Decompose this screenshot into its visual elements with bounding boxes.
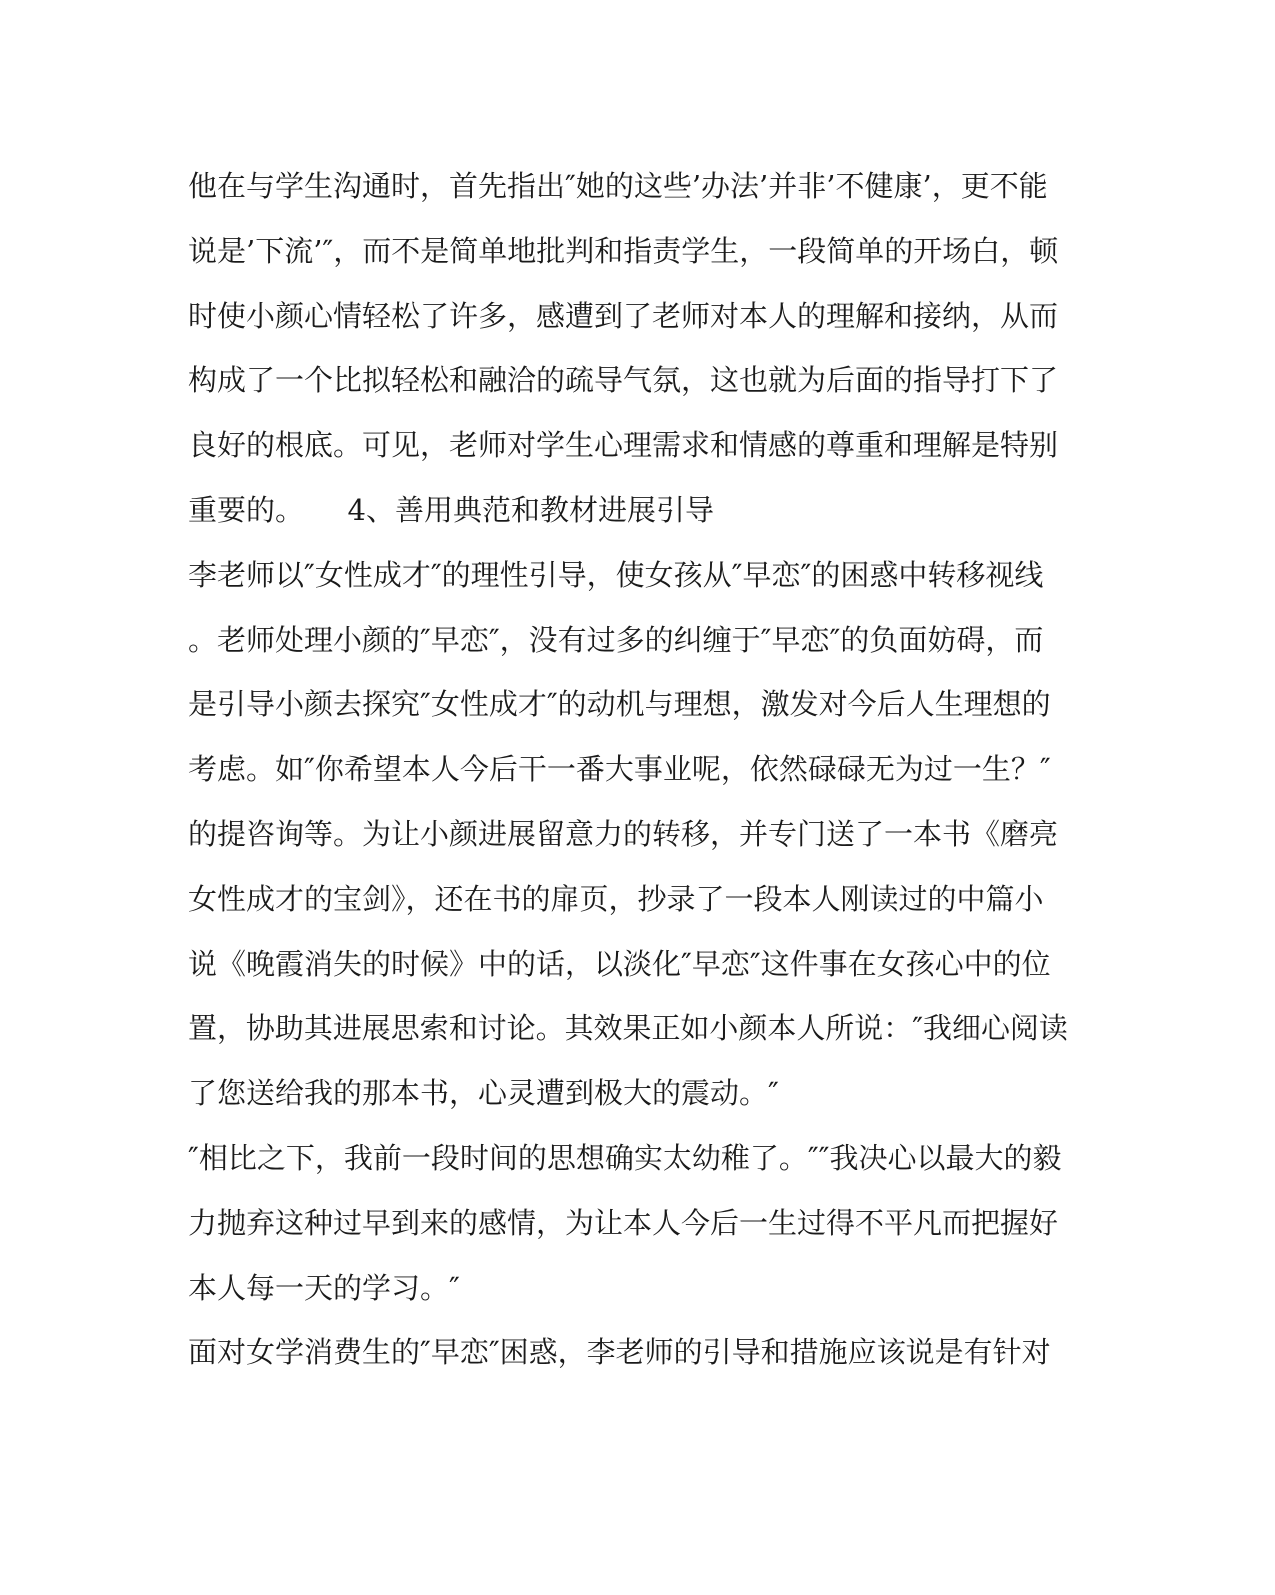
text-line: ″相比之下，我前一段时间的思想确实太幼稚了。″″我决心以最大的毅 <box>188 1140 1062 1175</box>
text-line: 女性成才的宝剑》，还在书的扉页，抄录了一段本人刚读过的中篇小 <box>188 881 1044 916</box>
text-line: 考虑。如″你希望本人今后干一番大事业呢，依然碌碌无为过一生？″ <box>188 752 1051 787</box>
text-line: 是引导小颜去探究″女性成才″的动机与理想，激发对今后人生理想的 <box>188 687 1051 722</box>
text-line: 置，协助其进展思索和讨论。其效果正如小颜本人所说：″我细心阅读 <box>188 1011 1068 1046</box>
text-line: 。老师处理小颜的″早恋″，没有过多的纠缠于″早恋″的负面妨碍，而 <box>188 622 1044 657</box>
text-line: 李老师以″女性成才″的理性引导，使女孩从″早恋″的困惑中转移视线 <box>188 557 1044 592</box>
text-line: 构成了一个比拟轻松和融洽的疏导气氛，这也就为后面的指导打下了 <box>188 363 1059 398</box>
text-line: 时使小颜心情轻松了许多，感遭到了老师对本人的理解和接纳，从而 <box>188 298 1059 333</box>
text-line: 力抛弃这种过早到来的感情，为让本人今后一生过得不平凡而把握好 <box>188 1205 1059 1240</box>
body-text <box>188 159 1068 1390</box>
text-line: 面对女学消费生的″早恋″困惑，李老师的引导和措施应该说是有针对 <box>188 1335 1051 1370</box>
text-line: 本人每一天的学习。″ <box>188 1270 460 1305</box>
text-line: 说是’下流’″，而不是简单地批判和指责学生，一段简单的开场白，顿 <box>188 233 1059 268</box>
section-heading-line: 重要的。 4、善用典范和教材进展引导 <box>188 492 714 527</box>
text-line: 说《晚霞消失的时候》中的话，以淡化″早恋″这件事在女孩心中的位 <box>188 946 1051 981</box>
text-line: 他在与学生沟通时，首先指出″她的这些’办法’并非’不健康’，更不能 <box>188 169 1048 203</box>
text-line: 的提咨询等。为让小颜进展留意力的转移，并专门送了一本书《磨亮 <box>188 816 1059 851</box>
text-line: 良好的根底。可见，老师对学生心理需求和情感的尊重和理解是特别 <box>188 428 1059 463</box>
text-line: 了您送给我的那本书，心灵遭到极大的震动。″ <box>188 1076 779 1111</box>
